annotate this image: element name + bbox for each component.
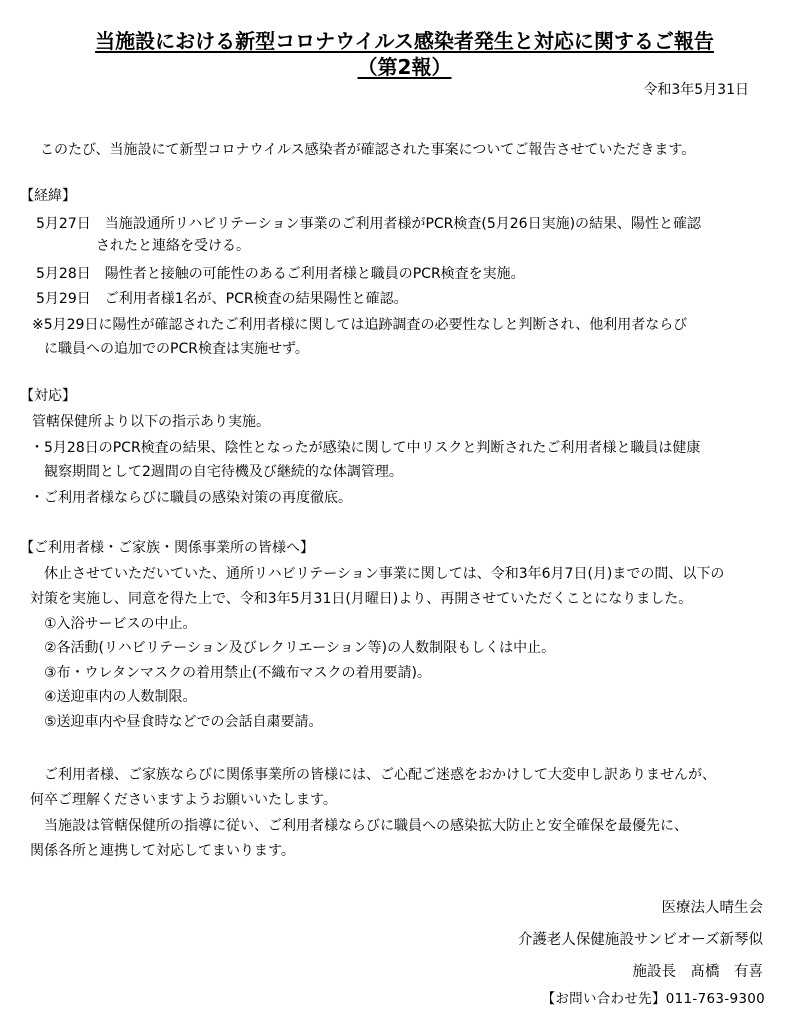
event-line: 5月29日 ご利用者様1名が、PCR検査の結果陽性と確認。 [36, 291, 408, 307]
notice-paragraph: 休止させていただいていた、通所リハビリテーション事業に関しては、令和3年6月7日(月)までの間、以下の [44, 566, 725, 582]
measure-item: ③布・ウレタンマスクの着用禁止(不織布マスクの着用要請)。 [44, 665, 431, 681]
closing-paragraph: 何卒ご理解くださいますようお願いいたします。 [30, 792, 337, 808]
contact-phone: 【お問い合わせ先】011-763-9300 [541, 991, 765, 1007]
response-bullet: ・5月28日のPCR検査の結果、陰性となったが感染に関して中リスクと判断されたご利用者様と職員は健康 [30, 440, 701, 456]
measure-item: ①入浴サービスの中止。 [44, 616, 197, 632]
document-title: 当施設における新型コロナウイルス感染者発生と対応に関するご報告 [95, 29, 714, 53]
measure-item: ②各活動(リハビリテーション及びレクリエーション等)の人数制限もしくは中止。 [44, 640, 556, 656]
section-heading-taiou: 【対応】 [20, 388, 76, 404]
signature-facility: 介護老人保健施設サンビオーズ新琴似 [517, 932, 763, 948]
signature-org: 医療法人晴生会 [661, 900, 763, 916]
note-line: に職員への追加でのPCR検査は実施せず。 [44, 341, 309, 357]
measure-item: ④送迎車内の人数制限。 [44, 689, 197, 705]
event-line: されたと連絡を受ける。 [96, 238, 250, 254]
closing-paragraph: 関係各所と連携して対応してまいります。 [30, 843, 295, 859]
response-lead: 管轄保健所より以下の指示あり実施。 [32, 414, 270, 430]
document-title-sub: （第2報） [357, 55, 452, 79]
section-heading-minasama: 【ご利用者様・ご家族・関係事業所の皆様へ】 [20, 540, 314, 556]
response-bullet: 観察期間として2週間の自宅待機及び継続的な体調管理。 [44, 464, 403, 480]
note-line: ※5月29日に陽性が確認されたご利用者様に関しては追跡調査の必要性なしと判断され、他利用者ならび [32, 317, 688, 333]
closing-paragraph: 当施設は管轄保健所の指導に従い、ご利用者様ならびに職員への感染拡大防止と安全確保を最優先に、 [44, 818, 688, 834]
signature-director: 施設長 髙橋 有喜 [632, 964, 763, 980]
notice-paragraph: 対策を実施し、同意を得た上で、令和3年5月31日(月曜日)より、再開させていただくことになりました。 [30, 591, 693, 607]
event-line: 5月27日 当施設通所リハビリテーション事業のご利用者様がPCR検査(5月26日実施)の結果、陽性と確認 [36, 216, 702, 232]
intro-text: このたび、当施設にて新型コロナウイルス感染者が確認された事案についてご報告させていただきます。 [40, 142, 696, 158]
closing-paragraph: ご利用者様、ご家族ならびに関係事業所の皆様には、ご心配ご迷惑をおかけして大変申し訳ありませんが、 [44, 767, 716, 783]
response-bullet: ・ご利用者様ならびに職員の感染対策の再度徹底。 [30, 490, 352, 506]
section-heading-keii: 【経緯】 [20, 188, 76, 204]
report-date: 令和3年5月31日 [643, 82, 749, 98]
event-line: 5月28日 陽性者と接触の可能性のあるご利用者様と職員のPCR検査を実施。 [36, 266, 525, 282]
measure-item: ⑤送迎車内や昼食時などでの会話自粛要請。 [44, 714, 323, 730]
